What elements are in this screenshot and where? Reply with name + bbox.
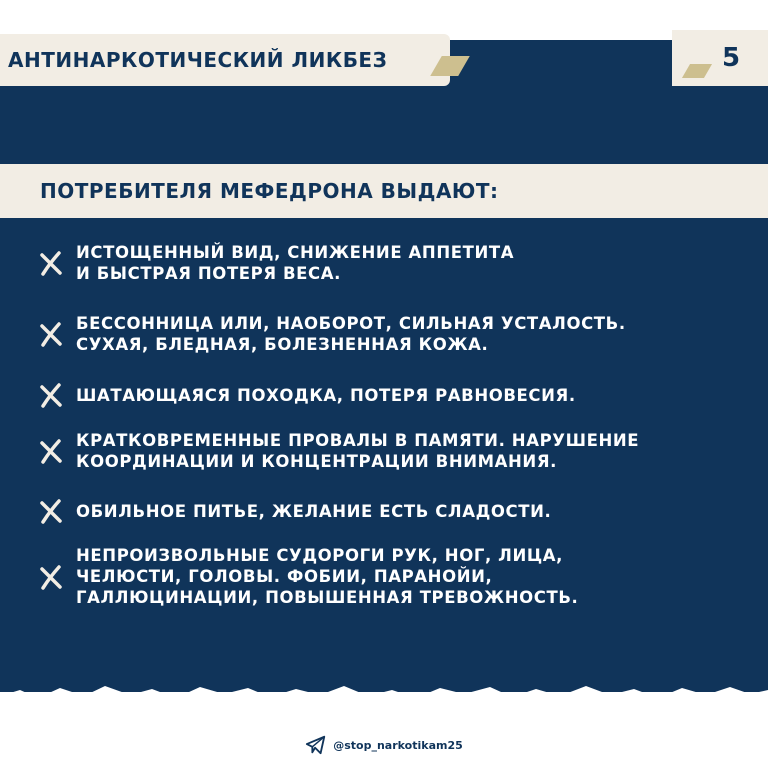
list-item (36, 242, 756, 284)
list-item (36, 313, 756, 355)
cross-icon (36, 436, 66, 466)
list-item-text: ИСТОЩЕННЫЙ ВИД, СНИЖЕНИЕ АППЕТИТА И БЫСТРАЯ ПОТЕРЯ ВЕСА. (76, 243, 515, 283)
list-item-text: НЕПРОИЗВОЛЬНЫЕ СУДОРОГИ РУК, НОГ, ЛИЦА, ЧЕЛЮСТИ, ГОЛОВЫ. ФОБИИ, ПАРАНОЙИ, ГАЛЛЮЦИНАЦИИ, ПОВЫШЕННАЯ ТРЕВОЖНОСТЬ. (76, 546, 579, 607)
list-item-text: КРАТКОВРЕМЕННЫЕ ПРОВАЛЫ В ПАМЯТИ. НАРУШЕНИЕ КООРДИНАЦИИ И КОНЦЕНТРАЦИИ ВНИМАНИЯ. (76, 431, 640, 471)
list-item-text: ОБИЛЬНОЕ ПИТЬЕ, ЖЕЛАНИЕ ЕСТЬ СЛАДОСТИ. (76, 501, 552, 521)
subheader-banner (0, 164, 768, 218)
list-item (36, 545, 756, 608)
header-title: АНТИНАРКОТИЧЕСКИЙ ЛИКБЕЗ (8, 48, 388, 72)
cross-icon (36, 380, 66, 410)
list-item (36, 430, 756, 472)
cross-icon (36, 248, 66, 278)
subheader-title: ПОТРЕБИТЕЛЯ МЕФЕДРОНА ВЫДАЮТ: (40, 179, 499, 203)
torn-paper-edge (0, 676, 768, 708)
cross-icon (36, 319, 66, 349)
footer (0, 730, 768, 760)
telegram-send-icon (305, 734, 327, 756)
list-item (36, 380, 756, 410)
list-item-text: БЕССОННИЦА ИЛИ, НАОБОРОТ, СИЛЬНАЯ УСТАЛОСТЬ. СУХАЯ, БЛЕДНАЯ, БОЛЕЗНЕННАЯ КОЖА. (76, 314, 626, 354)
header-banner (0, 34, 450, 86)
page-number: 5 (721, 43, 741, 73)
list-item-text: ШАТАЮЩАЯСЯ ПОХОДКА, ПОТЕРЯ РАВНОВЕСИЯ. (76, 385, 576, 405)
cross-icon (36, 496, 66, 526)
cross-icon (36, 562, 66, 592)
list-item (36, 496, 756, 526)
footer-handle[interactable]: @stop_narkotikam25 (333, 738, 463, 752)
